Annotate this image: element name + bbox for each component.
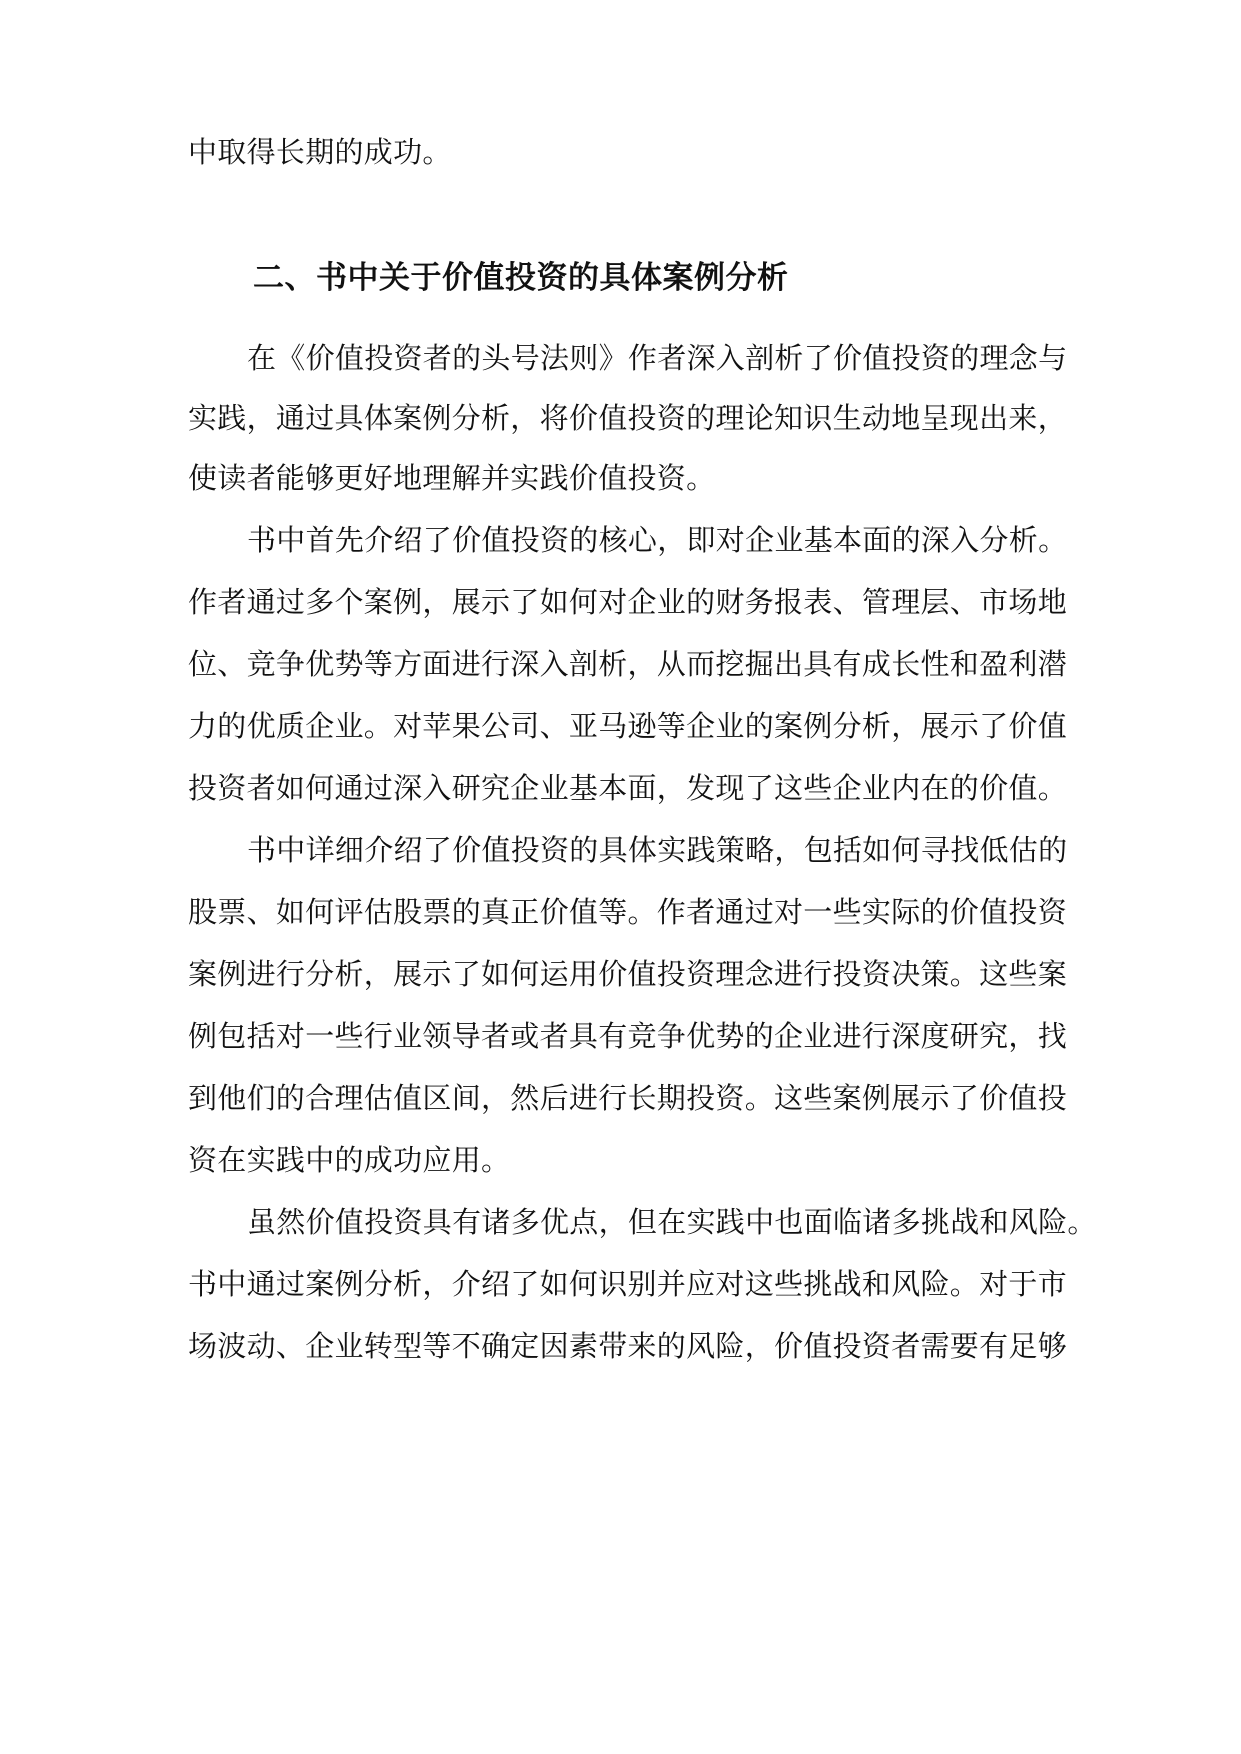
paragraph-line: 场波动、企业转型等不确定因素带来的风险，价值投资者需要有足够 [188, 1329, 1068, 1363]
section-heading: 二、书中关于价值投资的具体案例分析 [253, 260, 789, 296]
paragraph-line: 书中通过案例分析，介绍了如何识别并应对这些挑战和风险。对于市 [188, 1267, 1068, 1301]
paragraph-line: 使读者能够更好地理解并实践价值投资。 [188, 461, 716, 495]
paragraph-line: 投资者如何通过深入研究企业基本面，发现了这些企业内在的价值。 [188, 771, 1068, 805]
paragraph-line: 位、竞争优势等方面进行深入剖析，从而挖掘出具有成长性和盈利潜 [188, 647, 1068, 681]
paragraph-line: 书中首先介绍了价值投资的核心，即对企业基本面的深入分析。 [247, 523, 1068, 557]
paragraph-line: 到他们的合理估值区间，然后进行长期投资。这些案例展示了价值投 [188, 1081, 1068, 1115]
paragraph-line: 力的优质企业。对苹果公司、亚马逊等企业的案例分析，展示了价值 [188, 709, 1068, 743]
paragraph-line: 在《价值投资者的头号法则》作者深入剖析了价值投资的理念与 [247, 341, 1068, 375]
paragraph-line: 案例进行分析，展示了如何运用价值投资理念进行投资决策。这些案 [188, 957, 1068, 991]
paragraph-line: 股票、如何评估股票的真正价值等。作者通过对一些实际的价值投资 [188, 895, 1068, 929]
paragraph-line: 实践，通过具体案例分析，将价值投资的理论知识生动地呈现出来， [188, 401, 1068, 435]
paragraph-line: 资在实践中的成功应用。 [188, 1143, 511, 1177]
paragraph-line: 虽然价值投资具有诸多优点，但在实践中也面临诸多挑战和风险。 [247, 1205, 1097, 1239]
paragraph-line: 例包括对一些行业领导者或者具有竞争优势的企业进行深度研究，找 [188, 1019, 1068, 1053]
paragraph-line: 书中详细介绍了价值投资的具体实践策略，包括如何寻找低估的 [247, 833, 1068, 867]
intro-line: 中取得长期的成功。 [188, 135, 452, 169]
paragraph-line: 作者通过多个案例，展示了如何对企业的财务报表、管理层、市场地 [188, 585, 1068, 619]
